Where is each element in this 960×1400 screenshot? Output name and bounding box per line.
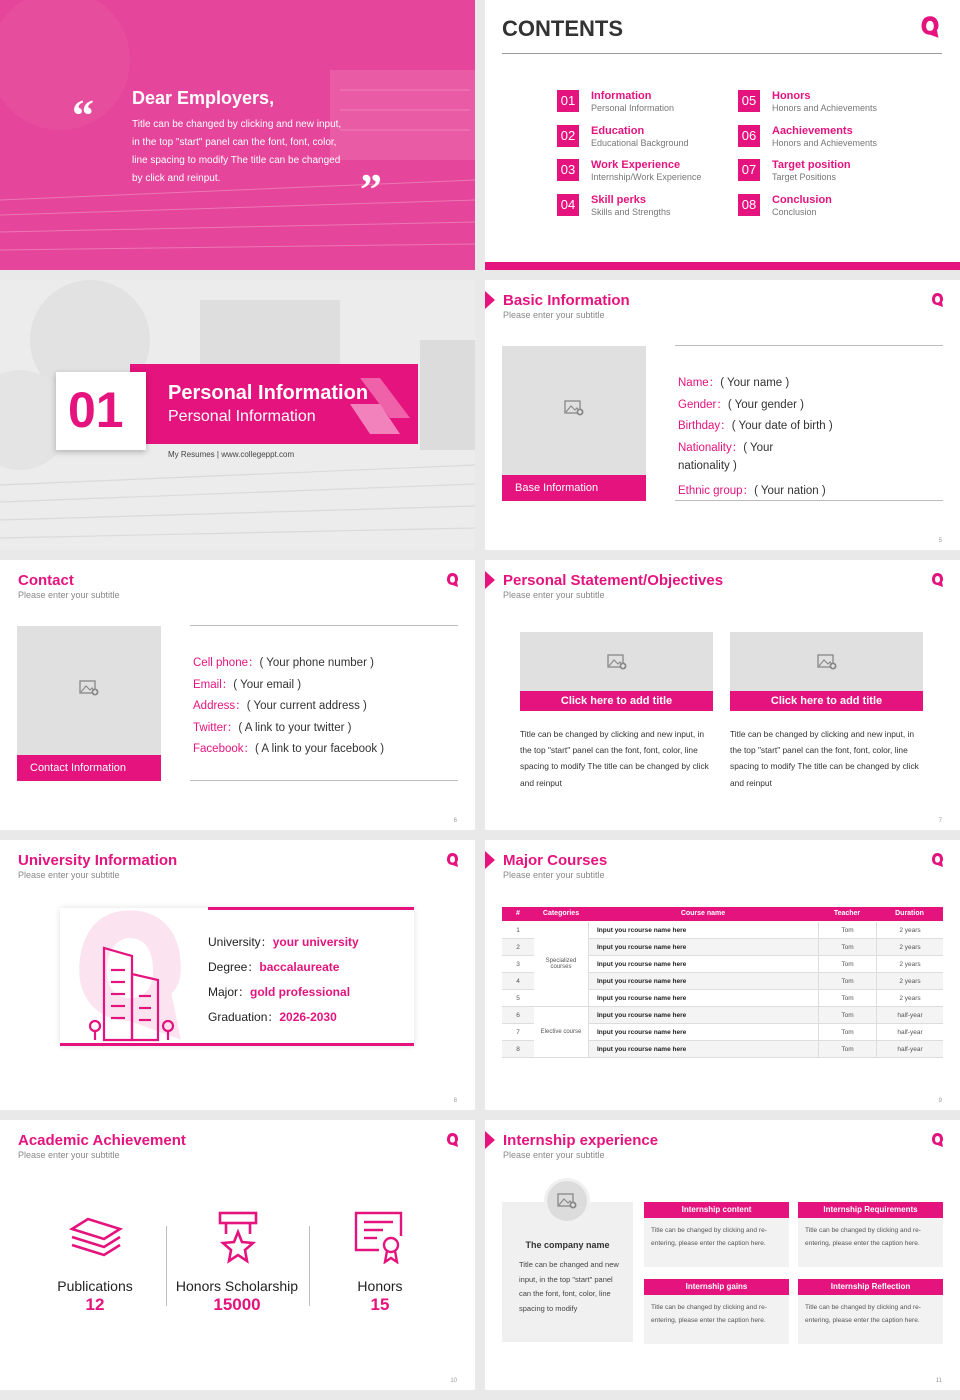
stat-label: Honors — [357, 1278, 403, 1294]
table-header-cell: # — [516, 910, 520, 917]
page-number: 8 — [453, 1098, 457, 1104]
info-field-value[interactable]: ( A link to your facebook ) — [255, 743, 385, 756]
page-number: 7 — [938, 818, 942, 824]
contents-item[interactable] — [738, 90, 908, 116]
contents-item-number: 06 — [738, 125, 760, 147]
page-number: 9 — [938, 1098, 942, 1104]
internship-box-header: Internship gains — [644, 1279, 789, 1295]
table-header — [502, 907, 943, 921]
university-row-label: Major： — [208, 985, 251, 999]
duration-cell: half-year — [876, 1007, 943, 1024]
university-row — [208, 983, 350, 1000]
info-field-label: Cell phone： — [193, 657, 260, 669]
slide-major-courses[interactable] — [485, 840, 960, 1110]
info-field — [678, 460, 737, 472]
slide-subtitle: Please enter your subtitle — [18, 590, 120, 600]
university-row-value: your university — [272, 935, 359, 949]
row-number: 5 — [502, 990, 534, 1007]
table-header-cell: Teacher — [833, 910, 861, 917]
category-cell: Specialized courses — [534, 922, 588, 1007]
info-bottom-divider — [675, 500, 943, 501]
duration-cell: 2 years — [876, 956, 943, 973]
table-row — [502, 956, 943, 973]
contents-item-number: 08 — [738, 194, 760, 216]
info-field-value[interactable]: ( Your email ) — [233, 678, 302, 691]
header-marker — [485, 571, 495, 589]
contents-item[interactable] — [557, 159, 727, 185]
row-number: 1 — [502, 922, 534, 939]
info-field-label: Ethnic group： — [678, 485, 755, 497]
brand-logo-icon — [931, 292, 944, 308]
info-field-label: Email： — [193, 678, 234, 691]
brand-logo-icon — [931, 1132, 944, 1148]
university-row — [208, 1008, 337, 1025]
internship-box-header: Internship Requirements — [798, 1202, 943, 1218]
contents-item-subtitle: Personal Information — [591, 103, 675, 113]
internship-box — [644, 1202, 789, 1267]
info-field-value[interactable]: ( Your gender ) — [727, 398, 804, 411]
table-row — [502, 922, 943, 939]
slide-subtitle: Please enter your subtitle — [503, 590, 605, 600]
slide-subtitle: Please enter your subtitle — [503, 310, 605, 320]
info-field — [193, 654, 374, 670]
table-row — [502, 939, 943, 956]
contents-item-subtitle: Conclusion — [772, 206, 817, 217]
course-name-cell[interactable]: Input you rcourse name here — [588, 939, 818, 956]
header-marker — [485, 851, 495, 869]
info-field-value[interactable]: ( Your date of birth ) — [731, 420, 833, 433]
statement-card[interactable] — [730, 632, 923, 802]
row-number: 3 — [502, 956, 534, 973]
university-row-label: Degree： — [208, 960, 260, 974]
course-name-cell[interactable]: Input you rcourse name here — [588, 956, 818, 973]
quote-open-icon: “ — [72, 91, 94, 140]
section-number: 01 — [68, 382, 124, 438]
duration-cell: half-year — [876, 1041, 943, 1058]
info-bottom-divider — [190, 780, 458, 781]
statement-card[interactable] — [520, 632, 713, 802]
slide-title: Major Courses — [503, 852, 608, 869]
info-field-label: Facebook： — [193, 743, 256, 756]
contents-item-number: 05 — [738, 90, 760, 112]
books-icon — [68, 1215, 124, 1259]
course-name-cell[interactable]: Input you rcourse name here — [588, 990, 818, 1007]
contents-item-subtitle: Internship/Work Experience — [591, 172, 702, 182]
course-name-cell[interactable]: Input you rcourse name here — [588, 922, 818, 939]
course-name-cell[interactable]: Input you rcourse name here — [588, 1007, 818, 1024]
teacher-cell: Tom — [818, 1007, 876, 1024]
duration-cell: 2 years — [876, 973, 943, 990]
teacher-cell: Tom — [818, 939, 876, 956]
info-field-label: Address： — [193, 700, 247, 713]
internship-box-text: Title can be changed by clicking and re-entering, please enter the caption here. — [805, 1304, 921, 1324]
slide-academic-achievement[interactable] — [0, 1120, 475, 1390]
info-field-value[interactable]: ( Your name ) — [720, 377, 790, 389]
contents-title: CONTENTS — [502, 16, 623, 41]
brand-logo-icon — [931, 852, 944, 868]
info-field-label: Twitter： — [193, 721, 239, 734]
table-header-cell: Course name — [680, 910, 726, 917]
brand-logo-icon — [920, 14, 940, 40]
slide-title: Internship experience — [503, 1132, 659, 1149]
slide-subtitle: Please enter your subtitle — [503, 1150, 605, 1160]
section-caption: My Resumes | www.collegeppt.com — [168, 450, 295, 459]
university-bottom-rule — [60, 1043, 414, 1046]
section-title: Personal Information — [168, 382, 369, 404]
table-row — [502, 1007, 943, 1024]
card-title-bar[interactable]: Click here to add title — [730, 691, 923, 711]
brand-logo-icon — [446, 852, 459, 868]
duration-cell: 2 years — [876, 922, 943, 939]
info-field-value[interactable]: ( A link to your twitter ) — [238, 721, 352, 734]
contents-item[interactable] — [738, 159, 908, 185]
info-field-value[interactable]: nationality ) — [678, 460, 737, 473]
internship-box-header: Internship content — [644, 1202, 789, 1218]
contents-item[interactable] — [557, 125, 727, 151]
stat-label: Publications — [57, 1278, 133, 1294]
contents-item-subtitle: Honors and Achievements — [772, 137, 878, 148]
image-add-icon[interactable] — [607, 654, 627, 670]
card-title-bar[interactable]: Click here to add title — [520, 691, 713, 711]
stat-label: Honors Scholarship — [175, 1278, 299, 1294]
certificate-icon — [353, 1210, 405, 1264]
brand-logo-icon — [931, 572, 944, 588]
header-marker — [485, 291, 495, 309]
university-row-value: baccalaureate — [259, 960, 340, 974]
card-text: Title can be changed by clicking and new input, in the top "start" panel can the font, font, color, line spacing to modify The title can be changed by click and reinput — [730, 729, 919, 788]
row-number: 8 — [502, 1041, 534, 1058]
greeting-body: Title can be changed by clicking and new input, in the top "start" panel can the font, font, color, line spacing to modify The title can be changed by click and reinput. — [132, 119, 342, 184]
info-field — [678, 482, 826, 498]
contents-item-number: 03 — [557, 159, 579, 181]
section-subtitle: Personal Information — [168, 408, 316, 425]
page-number: 11 — [935, 1378, 942, 1384]
slide-contents[interactable] — [485, 0, 960, 270]
slide-subtitle: Please enter your subtitle — [503, 870, 605, 880]
slide-internship-experience[interactable] — [485, 1120, 960, 1390]
table-row — [502, 1041, 943, 1058]
teacher-cell: Tom — [818, 1024, 876, 1041]
contents-item[interactable] — [557, 90, 727, 116]
slide-basic-information[interactable] — [485, 280, 960, 550]
info-field-label: Name： — [678, 377, 721, 389]
info-field — [678, 417, 833, 433]
contents-item-title: Conclusion — [772, 193, 832, 206]
university-row-label: University： — [208, 935, 273, 949]
info-field — [193, 740, 384, 756]
duration-cell: half-year — [876, 1024, 943, 1041]
table-header-cell: Duration — [895, 910, 924, 917]
slide-title: Basic Information — [503, 292, 630, 309]
table-row — [502, 990, 943, 1007]
medal-icon — [216, 1210, 260, 1264]
contents-item-subtitle: Educational Background — [591, 137, 689, 148]
company-description: Title can be changed and new input, in the top "start" panel can the font, font, color, line spacing to modify — [519, 1260, 619, 1313]
contents-bottom-bar — [485, 262, 960, 270]
internship-box — [798, 1202, 943, 1267]
image-add-icon[interactable] — [817, 654, 837, 670]
contents-item-title: Work Experience — [591, 159, 681, 171]
internship-box-text: Title can be changed by clicking and re-entering, please enter the caption here. — [651, 1227, 767, 1247]
company-name: The company name — [525, 1240, 610, 1250]
teacher-cell: Tom — [818, 1041, 876, 1058]
course-name-cell[interactable]: Input you rcourse name here — [588, 1024, 818, 1041]
header-marker — [485, 1131, 495, 1149]
info-field — [678, 396, 804, 412]
contents-item-title: Information — [591, 90, 652, 102]
page-number: 5 — [938, 538, 942, 544]
stat-value: 12 — [85, 1295, 105, 1314]
internship-box — [644, 1279, 789, 1344]
course-name-cell[interactable]: Input you rcourse name here — [588, 973, 818, 990]
slide-contact[interactable] — [0, 560, 475, 830]
stat-value: 15000 — [213, 1295, 261, 1314]
contents-item[interactable] — [738, 125, 908, 151]
category-cell: Elective course — [534, 1007, 588, 1058]
duration-cell: 2 years — [876, 990, 943, 1007]
quote-close-icon: ” — [360, 165, 382, 214]
info-field-value[interactable]: ( Your nation ) — [754, 485, 826, 497]
slide-personal-statement[interactable] — [485, 560, 960, 830]
row-number: 2 — [502, 939, 534, 956]
table-header-cell: Categories — [542, 910, 580, 917]
slide-dear-employers[interactable] — [0, 0, 475, 270]
info-field — [193, 719, 352, 735]
image-add-icon[interactable] — [557, 1193, 577, 1209]
university-row-label: Graduation： — [208, 1010, 280, 1024]
row-number: 6 — [502, 1007, 534, 1024]
contents-item-title: Aachievements — [772, 124, 853, 137]
info-field — [193, 697, 367, 713]
contents-item-title: Honors — [772, 90, 811, 102]
teacher-cell: Tom — [818, 973, 876, 990]
info-field-label: Nationality： — [678, 441, 744, 454]
slide-section-personal[interactable] — [0, 280, 475, 550]
row-number: 7 — [502, 1024, 534, 1041]
university-top-rule — [208, 907, 414, 910]
info-field — [678, 374, 789, 390]
teacher-cell: Tom — [818, 956, 876, 973]
internship-box-header: Internship Reflection — [798, 1279, 943, 1295]
row-number: 4 — [502, 973, 534, 990]
contents-item-number: 02 — [557, 125, 579, 147]
info-field — [678, 439, 773, 455]
slide-university-information[interactable] — [0, 840, 475, 1110]
info-top-divider — [190, 625, 458, 626]
achievement-stat — [167, 1278, 307, 1315]
contents-item-subtitle: Skills and Strengths — [591, 206, 671, 217]
slide-title: Academic Achievement — [18, 1132, 186, 1149]
slide-title: Contact — [18, 572, 74, 589]
contents-item-subtitle: Honors and Achievements — [772, 103, 878, 113]
internship-box-text: Title can be changed by clicking and re-entering, please enter the caption here. — [651, 1304, 767, 1324]
brand-logo-icon — [446, 1132, 459, 1148]
contents-item-title: Education — [591, 124, 645, 137]
contents-item-subtitle: Target Positions — [772, 172, 837, 182]
slide-subtitle: Please enter your subtitle — [18, 870, 120, 880]
table-row — [502, 1024, 943, 1041]
university-row-value: 2026-2030 — [279, 1010, 337, 1024]
internship-box-text: Title can be changed by clicking and re-entering, please enter the caption here. — [805, 1227, 921, 1247]
brand-logo-icon — [446, 572, 459, 588]
teacher-cell: Tom — [818, 922, 876, 939]
image-add-icon[interactable] — [79, 680, 99, 696]
page-number: 10 — [450, 1378, 457, 1384]
contents-divider — [502, 53, 942, 54]
info-field-value[interactable]: ( Your phone number ) — [259, 657, 374, 669]
contents-item-title: Skill perks — [591, 193, 647, 206]
greeting-heading: Dear Employers, — [132, 88, 275, 108]
contents-item-title: Target position — [772, 159, 851, 171]
photo-label-bar: Contact Information — [17, 755, 161, 781]
info-field-label: Birthday： — [678, 420, 732, 433]
achievement-stat — [310, 1278, 450, 1315]
info-field — [193, 676, 301, 692]
card-text: Title can be changed by clicking and new input, in the top "start" panel can the font, font, color, line spacing to modify The title can be changed by click and reinput — [520, 729, 709, 788]
info-field-value[interactable]: ( Your current address ) — [246, 700, 367, 713]
university-row — [208, 933, 359, 950]
stat-value: 15 — [370, 1295, 390, 1314]
table-row — [502, 973, 943, 990]
building-icon — [84, 940, 184, 1044]
course-name-cell[interactable]: Input you rcourse name here — [588, 1041, 818, 1058]
image-add-icon[interactable] — [564, 400, 584, 416]
slide-subtitle: Please enter your subtitle — [18, 1150, 120, 1160]
university-row — [208, 958, 339, 975]
achievement-stat — [25, 1278, 165, 1315]
internship-box — [798, 1279, 943, 1344]
contents-item-number: 07 — [738, 159, 760, 181]
page-number: 6 — [453, 818, 457, 824]
photo-label-bar: Base Information — [502, 475, 646, 501]
contents-item[interactable] — [738, 194, 908, 220]
info-field-value[interactable]: ( Your — [743, 441, 774, 454]
info-top-divider — [675, 345, 943, 346]
teacher-cell: Tom — [818, 990, 876, 1007]
contents-item-number: 04 — [557, 194, 579, 216]
duration-cell: 2 years — [876, 939, 943, 956]
contents-item[interactable] — [557, 194, 727, 220]
slide-title: Personal Statement/Objectives — [503, 572, 724, 589]
slide-title: University Information — [18, 852, 178, 869]
contents-item-number: 01 — [557, 90, 579, 112]
university-row-value: gold professional — [250, 985, 351, 999]
info-field-label: Gender： — [678, 398, 728, 411]
